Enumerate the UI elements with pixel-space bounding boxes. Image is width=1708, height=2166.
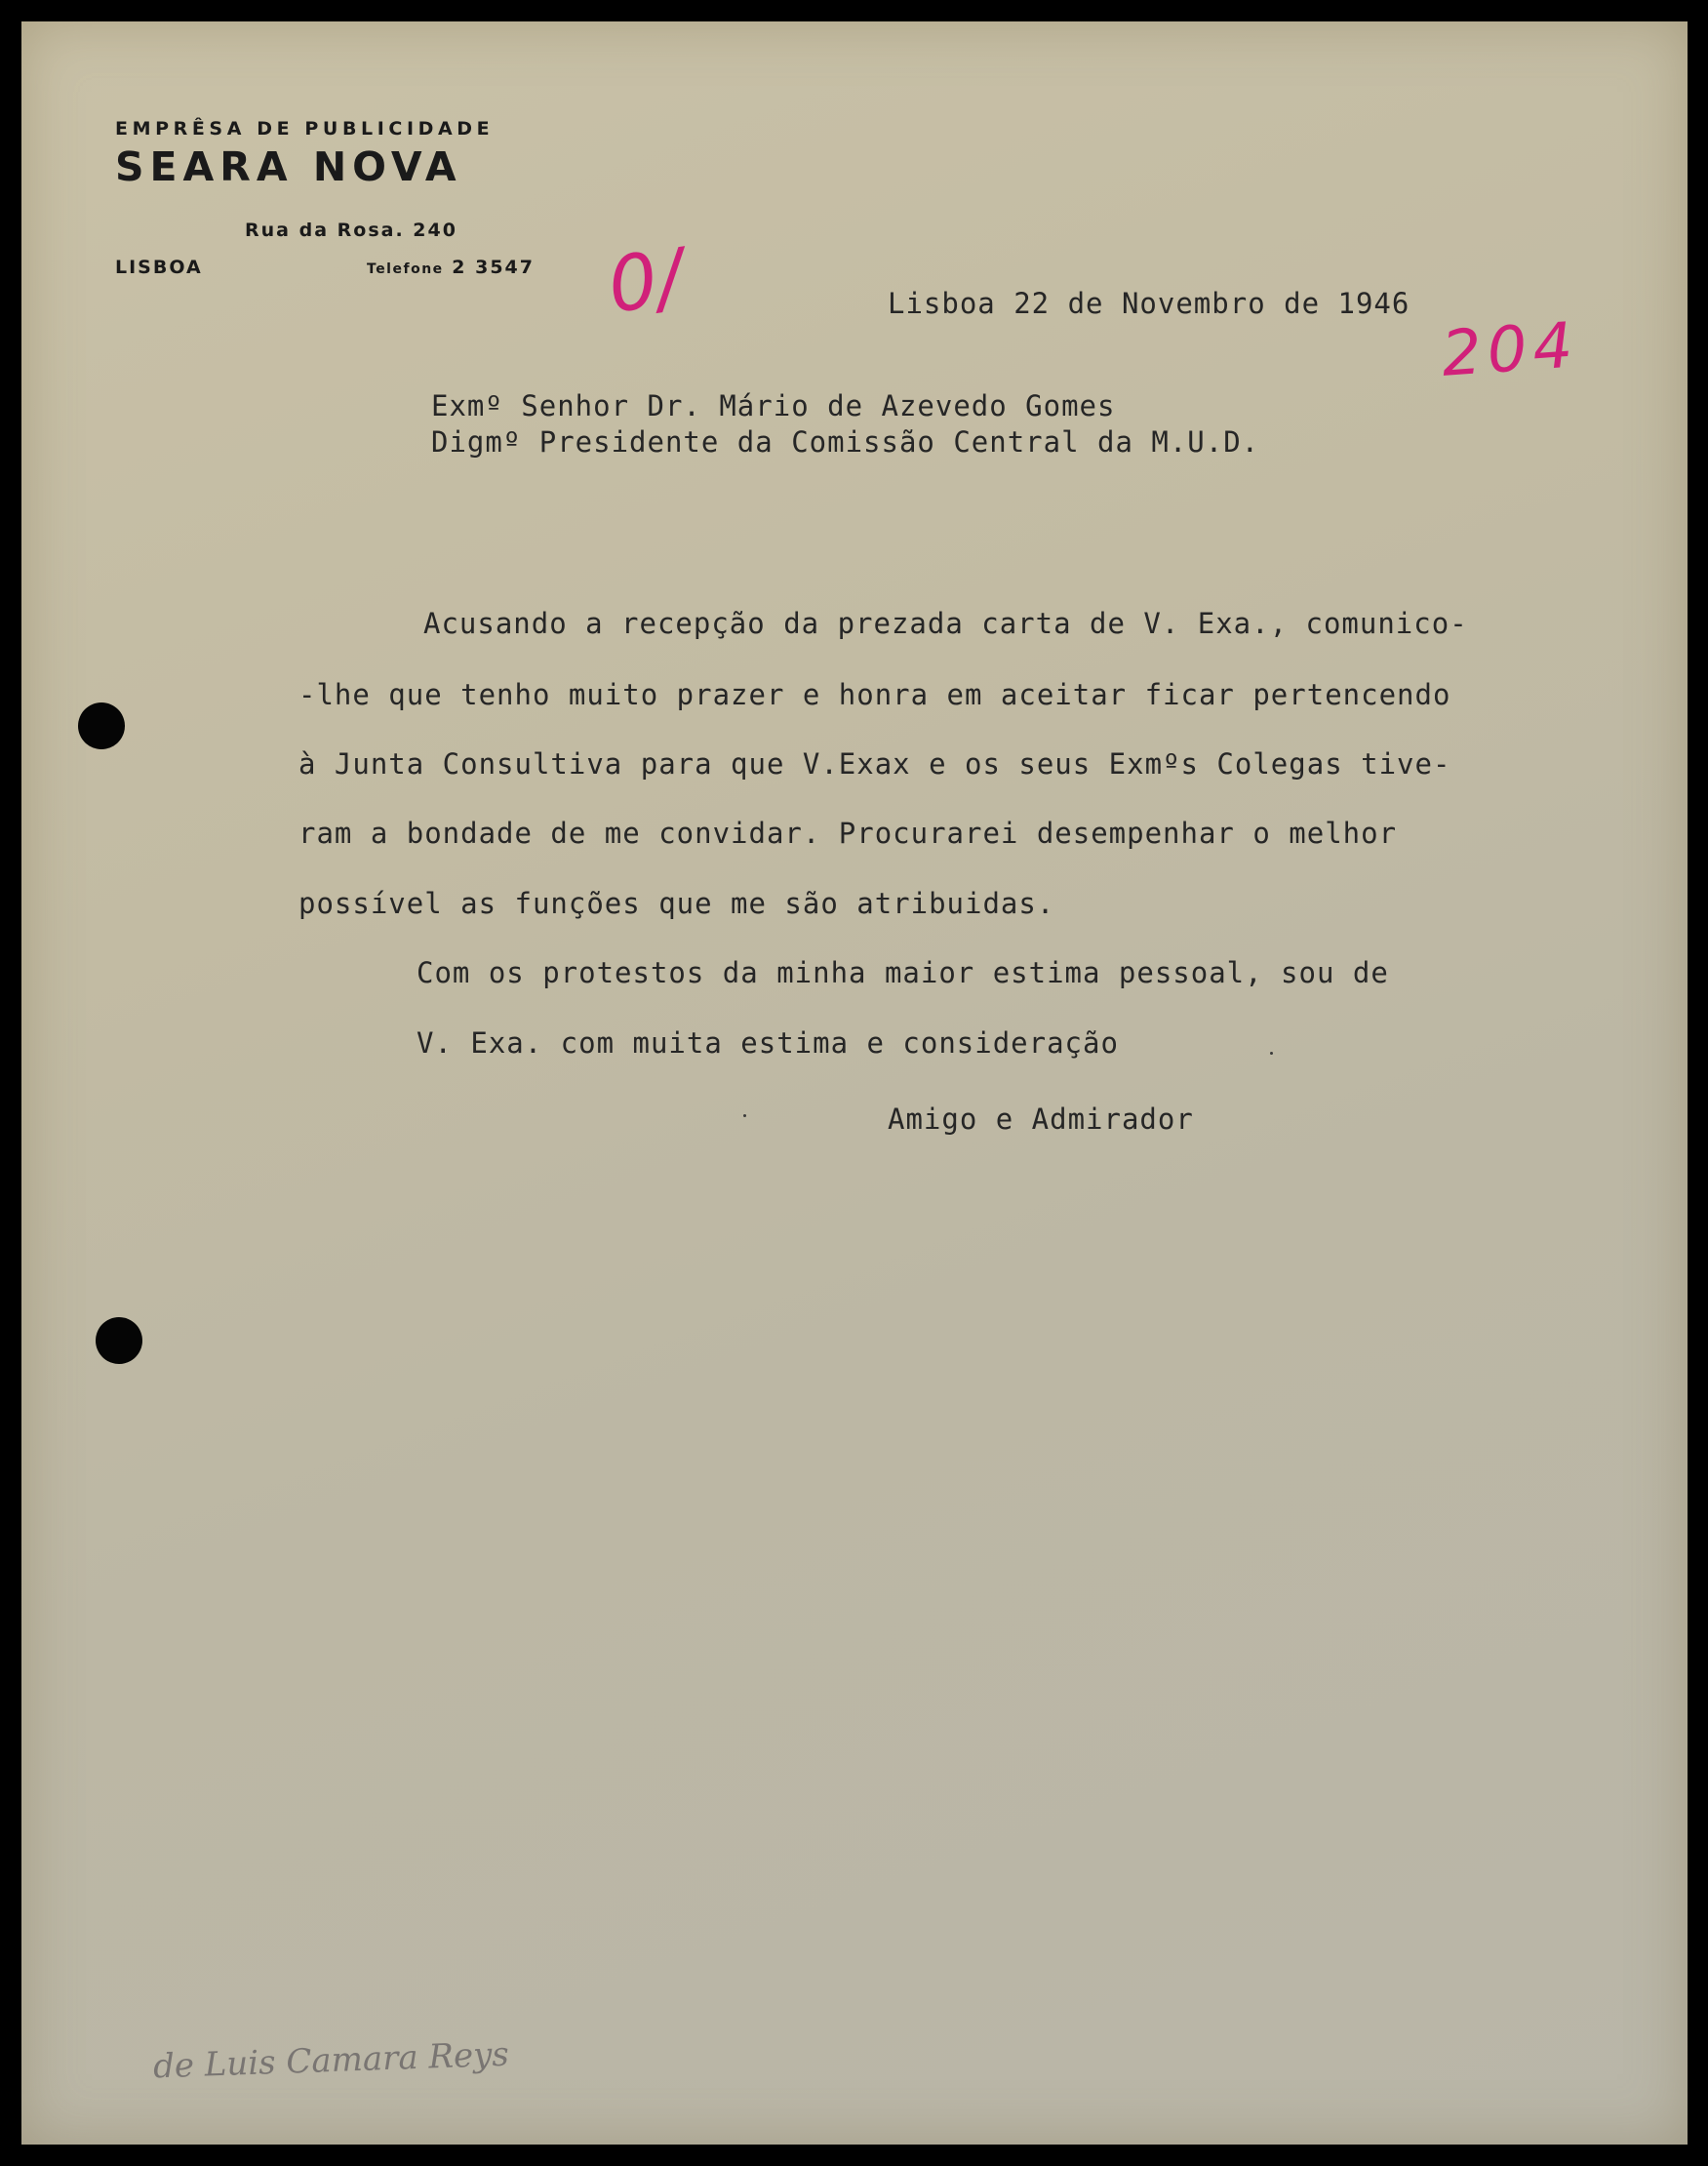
body-line-2: -lhe que tenho muito prazer e honra em aceitar ficar pertencendo xyxy=(298,678,1451,711)
letterhead-phone-number: 2 3547 xyxy=(452,257,535,278)
body-line-4: ram a bondade de me convidar. Procurarei desempenhar o melhor xyxy=(298,817,1398,850)
recipient-line-1: Exmº Senhor Dr. Mário de Azevedo Gomes xyxy=(431,389,1116,422)
letter-page xyxy=(21,21,1688,2145)
punch-hole-bottom xyxy=(96,1317,142,1364)
punch-hole-top xyxy=(78,702,125,749)
signoff: Amigo e Admirador xyxy=(888,1103,1194,1136)
handwritten-note: de Luis Camara Reys xyxy=(152,2034,510,2087)
body-line-5: possível as funções que me são atribuidas. xyxy=(298,887,1055,920)
paper-speck xyxy=(1270,1052,1273,1055)
letterhead-street: Rua da Rosa. 240 xyxy=(245,220,457,241)
body-line-3: à Junta Consultiva para que V.Exax e os seus Exmºs Colegas tive- xyxy=(298,747,1451,781)
letter-date: Lisboa 22 de Novembro de 1946 xyxy=(888,287,1410,320)
page-edge-shading xyxy=(21,21,1688,2145)
paper-speck xyxy=(743,1114,746,1117)
letterhead-phone-label: Telefone xyxy=(367,261,444,277)
recipient-line-2: Digmº Presidente da Comissão Central da M.U.D. xyxy=(431,425,1260,459)
letterhead xyxy=(115,117,603,278)
letterhead-city: LISBOA xyxy=(115,257,203,278)
pink-mark: 0/ xyxy=(603,233,689,331)
closing-line-1: Com os protestos da minha maior estima pessoal, sou de xyxy=(417,956,1389,989)
page-number-annotation: 204 xyxy=(1439,309,1581,391)
closing-line-2: V. Exa. com muita estima e consideração xyxy=(417,1026,1119,1060)
letterhead-name: SEARA NOVA xyxy=(115,143,462,190)
body-line-1: Acusando a recepção da prezada carta de V. Exa., comunico- xyxy=(423,607,1468,640)
letterhead-phone xyxy=(367,257,535,278)
letterhead-company: EMPRÊSA DE PUBLICIDADE xyxy=(115,118,495,140)
